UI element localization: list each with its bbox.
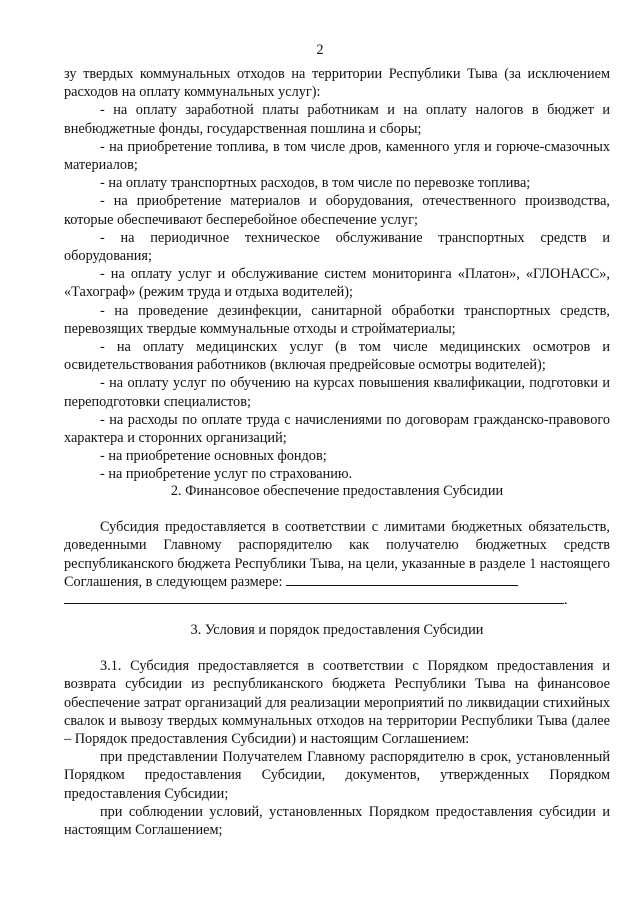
- section-3-paragraph: при соблюдении условий, установленных Порядком предоставления субсидии и настоящим Соглашением;: [64, 803, 610, 839]
- list-item: - на расходы по оплате труда с начислениями по договорам гражданско-правового характера и сторонних организаций;: [64, 411, 610, 447]
- list-item: - на оплату заработной платы работникам и на оплату налогов в бюджет и внебюджетные фонды, государственная пошлина и сборы;: [64, 102, 610, 137]
- list-item: - на оплату медицинских услуг (в том числе медицинских осмотров и освидетельствования работников (включая предрейсовые осмотры водителей);: [64, 339, 610, 374]
- list-item: - на приобретение топлива, в том числе дров, каменного угля и горюче-смазочных материалов;: [64, 138, 610, 174]
- list-item: - на приобретение материалов и оборудования, отечественного производства, которые обеспечивают бесперебойное обеспечение услуг;: [64, 193, 610, 228]
- expense-list: [64, 65, 610, 484]
- section-2-heading: 2. Финансовое обеспечение предоставления Субсидии: [170, 483, 504, 499]
- section-3-paragraph: при представлении Получателем Главному распорядителю в срок, установленный Порядком предоставления Субсидии, документов, утвержденных Порядком предоставления Субсидии;: [64, 749, 610, 802]
- amount-blank-line: [286, 573, 518, 586]
- amount-blank-line-2: [64, 591, 564, 604]
- list-item: - на оплату услуг по обучению на курсах повышения квалификации, подготовки и переподготовки специалистов;: [64, 375, 610, 410]
- list-item: - на приобретение основных фондов;: [100, 448, 327, 465]
- section-2-paragraph: Субсидия предоставляется в соответствии с лимитами бюджетных обязательств, доведенными Главному распорядителю как получателю бюджетных средств республиканского бюджета Республики Тыва, на цели, указанные в разделе 1 настоящего Соглашения, в следующем размере:: [64, 519, 610, 590]
- section-3: [64, 621, 610, 839]
- page-number: 2: [316, 42, 324, 58]
- list-item: - на периодичное техническое обслуживание транспортных средств и оборудования;: [64, 229, 610, 265]
- list-item: - на приобретение услуг по страхованию.: [100, 466, 353, 483]
- section-3-heading: 3. Условия и порядок предоставления Субсидии: [190, 622, 484, 638]
- list-item: - на проведение дезинфекции, санитарной обработки транспортных средств, перевозящих твердые коммунальные отходы и стройматериалы;: [64, 302, 610, 337]
- section-2: [64, 482, 610, 609]
- section-3-paragraph: 3.1. Субсидия предоставляется в соответствии с Порядком предоставления и возврата субсидии из республиканского бюджета Республики Тыва на финансовое обеспечение затрат организаций для реализации мероприятий по ликвидации стихийных свалок и вывозу твердых коммунальных отходов на территории Республики Тыва (далее – Порядок предоставления Субсидии) и настоящим Соглашением:: [64, 658, 610, 748]
- list-item: - на оплату транспортных расходов, в том числе по перевозке топлива;: [100, 175, 531, 192]
- list-item: - на оплату услуг и обслуживание систем мониторинга «Платон», «ГЛОНАСС», «Тахограф» (режим труда и отдыха водителей);: [64, 266, 610, 301]
- end-mark: .: [564, 592, 568, 609]
- list-intro: зу твердых коммунальных отходов на территории Республики Тыва (за исключением расходов на оплату коммунальных услуг):: [64, 66, 610, 101]
